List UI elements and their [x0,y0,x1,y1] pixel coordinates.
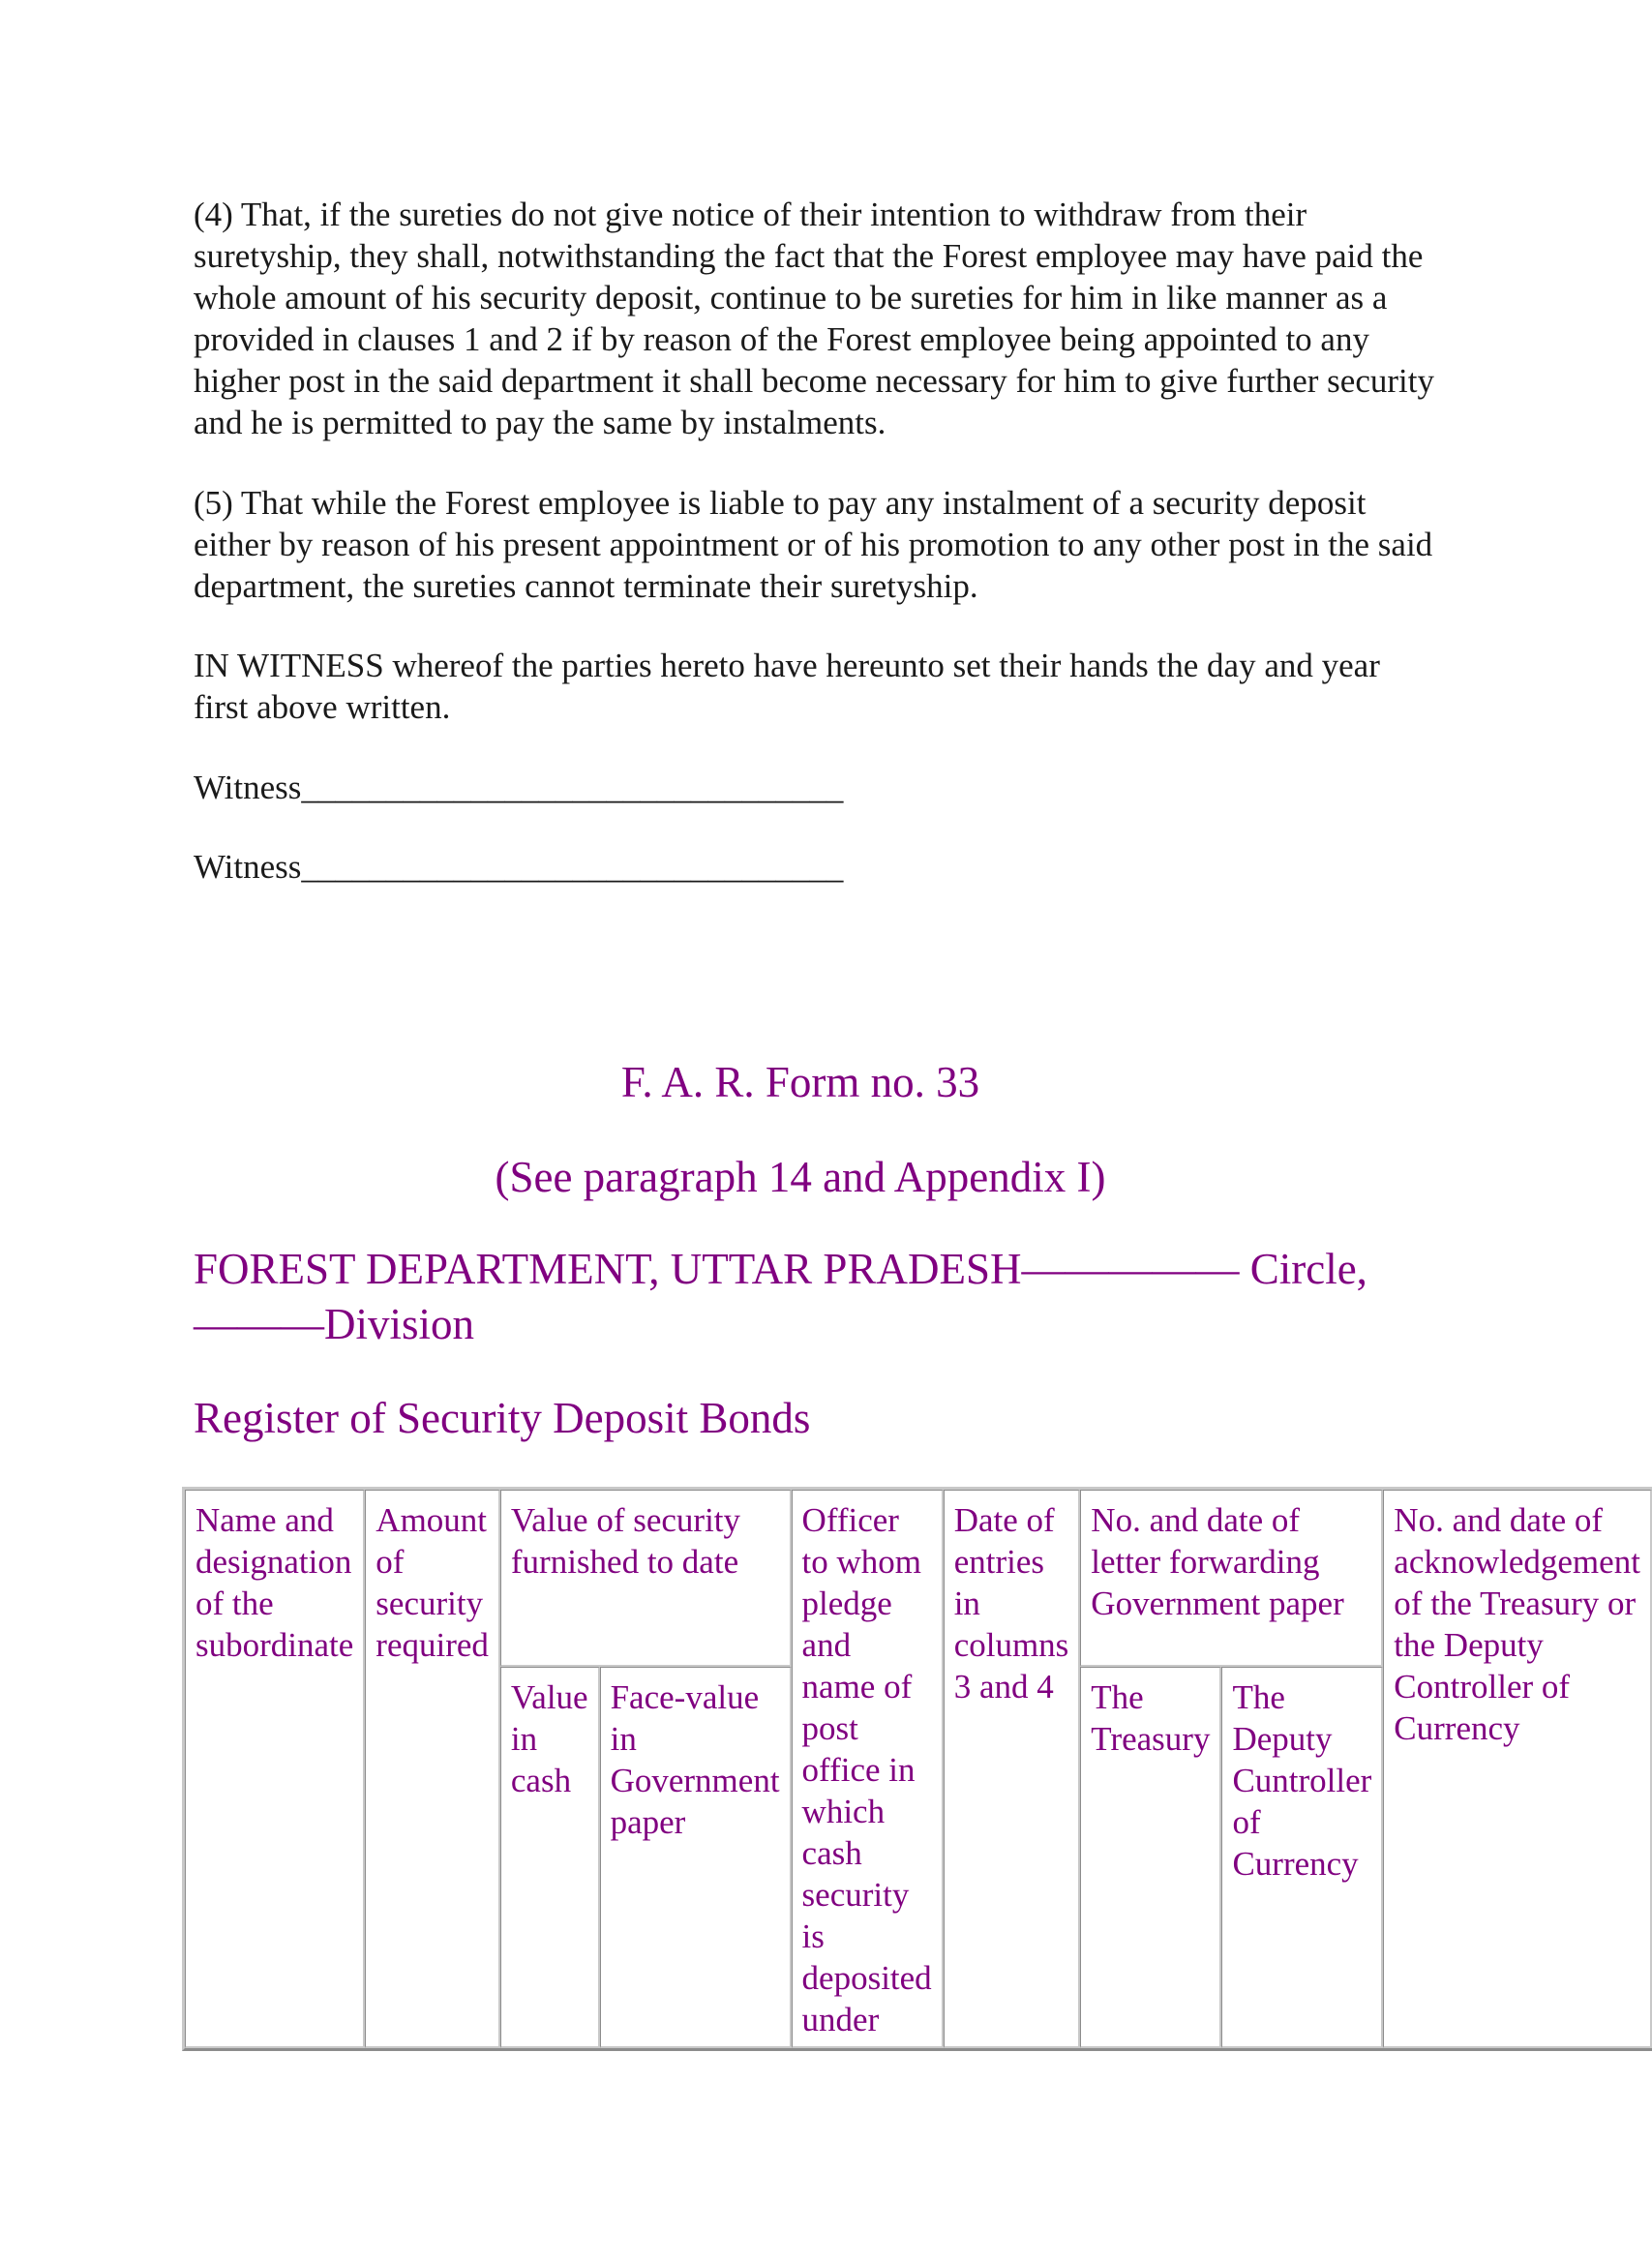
register-table [182,1487,1652,2051]
header-name-designation: Name and designation of the subordinate [185,1490,365,2048]
form-title: F. A. R. Form no. 33 [620,1058,980,1106]
header-deputy-controller: The Deputy Cuntroller of Currency [1221,1667,1383,2048]
form-reference: (See paragraph 14 and Appendix I) [495,1153,1106,1201]
header-letter-forwarding: No. and date of letter forwarding Government paper [1080,1490,1383,1667]
header-value-in-cash: Value in cash [500,1667,600,2048]
department-heading: FOREST DEPARTMENT, UTTAR PRADESH————— Circle, ———Division [194,1245,1367,1348]
header-officer-pledge: Officer to whom pledge and name of post office in which cash security is deposited under [792,1490,944,2048]
header-treasury: The Treasury [1080,1667,1221,2048]
header-amount-required: Amount of security required [365,1490,500,2048]
clause-5-paragraph: (5) That while the Forest employee is liable to pay any instalment of a security deposit either by reason of his present appointment or of his promotion to any other post in the said department, the sureties cannot terminate their suretyship. [194,484,1433,605]
witness-signature-line-1: Witness________________________________ [194,769,844,806]
witness-clause-paragraph: IN WITNESS whereof the parties hereto have hereunto set their hands the day and year first above written. [194,647,1380,726]
header-face-value: Face-value in Government paper [600,1667,792,2048]
table-header-row [185,1490,1652,1667]
register-title: Register of Security Deposit Bonds [194,1394,811,1442]
clause-4-paragraph: (4) That, if the sureties do not give notice of their intention to withdraw from their suretyship, they shall, notwithstanding the fact that the Forest employee may have paid the whole amount of his security deposit, continue to be sureties for him in like manner as a provided in clauses 1 and 2 if by reason of the Forest employee being appointed to any higher post in the said department it shall become necessary for him to give further security and he is permitted to pay the same by instalments. [194,196,1434,441]
header-acknowledgement: No. and date of acknowledgement of the Treasury or the Deputy Controller of Currency [1383,1490,1652,2048]
header-date-entries: Date of entries in columns 3 and 4 [944,1490,1081,2048]
witness-signature-line-2: Witness________________________________ [194,848,844,886]
header-value-furnished: Value of security furnished to date [500,1490,792,1667]
